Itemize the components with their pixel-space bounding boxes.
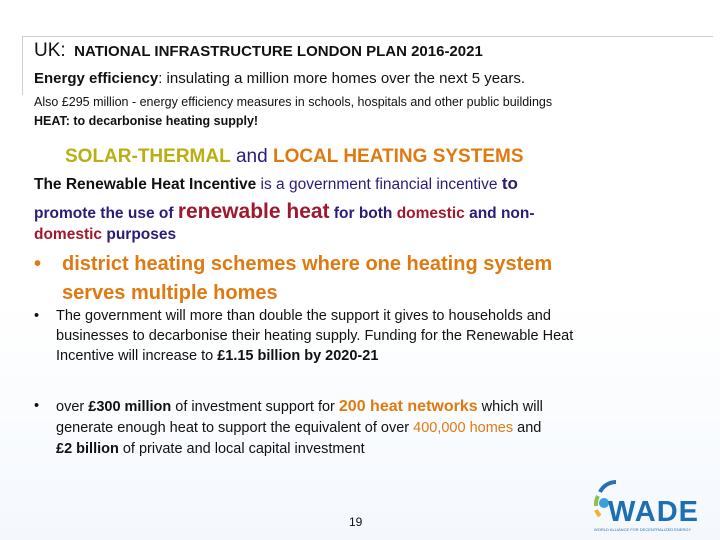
b2-line2a: generate enough heat to support the equivalent of over: [56, 420, 414, 436]
rhi-purposes: purposes: [102, 226, 177, 243]
title-uk: UK:: [34, 40, 66, 61]
rhi-and-non: and non-: [464, 205, 535, 222]
rhi-line-1: [34, 174, 518, 194]
bullet-investment-line-2: [56, 418, 704, 439]
b2-a: over: [56, 399, 89, 415]
rhi-text-2: promote the use of: [34, 205, 178, 222]
bullet-government: [34, 306, 704, 366]
bullet-dot: •: [34, 308, 40, 324]
b2-200-heat-networks: 200 heat networks: [338, 398, 478, 415]
subtitle: [65, 146, 524, 168]
subtitle-solar-thermal: SOLAR-THERMAL: [65, 146, 231, 167]
heat-line: HEAT: to decarbonise heating supply!: [34, 114, 259, 128]
title-text: NATIONAL INFRASTRUCTURE LONDON PLAN 2016-2021: [74, 43, 483, 60]
subtitle-and: and: [230, 146, 273, 167]
rhi-domestic: domestic: [396, 205, 465, 222]
wade-logo-text: WADE: [608, 496, 699, 528]
rhi-line-2: [34, 200, 535, 224]
b2-c: of investment support for: [171, 399, 339, 415]
rhi-name: The Renewable Heat Incentive: [34, 176, 257, 193]
rhi-domestic-2: domestic: [34, 226, 103, 243]
main-bullet-line-1: district heating schemes where one heating system: [62, 253, 553, 275]
bullet-investment-line-1: [56, 396, 704, 418]
b2-300-million: £300 million: [88, 399, 172, 415]
rhi-renewable-heat: renewable heat: [177, 200, 330, 223]
rhi-for-both: for both: [329, 205, 397, 222]
b2-400000-homes: 400,000 homes: [413, 420, 514, 436]
also-line: Also £295 million - energy efficiency measures in schools, hospitals and other public buildings: [34, 95, 553, 109]
rhi-text-1: is a government financial incentive: [256, 176, 502, 193]
bullet-dot: •: [34, 253, 42, 275]
bullet-investment: [34, 396, 704, 460]
bullet-dot: •: [34, 398, 40, 414]
bullet-government-line-2: businesses to decarbonise their heating supply. Funding for the Renewable Heat: [56, 328, 574, 344]
rhi-line-3: [34, 226, 176, 244]
bullet-government-line-3: [56, 346, 704, 366]
page-number: 19: [349, 515, 363, 529]
bullet-government-line-1: The government will more than double the support it gives to households and: [56, 308, 551, 324]
b2-line3b: of private and local capital investment: [118, 441, 365, 457]
bullet-government-funding: £1.15 billion by 2020-21: [217, 348, 379, 364]
energy-efficiency-text: : insulating a million more homes over the next 5 years.: [158, 70, 526, 87]
bullet-government-line-3a: Incentive will increase to: [56, 348, 218, 364]
wade-logo-tagline: WORLD ALLIANCE FOR DECENTRALIZED ENERGY: [594, 527, 692, 532]
b2-e: which will: [477, 399, 543, 415]
b2-2-billion: £2 billion: [56, 441, 119, 457]
b2-line2c: and: [513, 420, 542, 436]
bullet-investment-line-3: [56, 439, 704, 460]
rhi-to: to: [501, 174, 518, 193]
energy-efficiency-label: Energy efficiency: [34, 70, 159, 87]
wade-logo: [586, 476, 712, 534]
energy-efficiency-line: [34, 70, 525, 87]
subtitle-local-heating: LOCAL HEATING SYSTEMS: [272, 146, 524, 167]
page-title: [34, 40, 483, 62]
main-bullet-line-2: serves multiple homes: [62, 282, 278, 304]
main-bullet: [34, 250, 694, 308]
